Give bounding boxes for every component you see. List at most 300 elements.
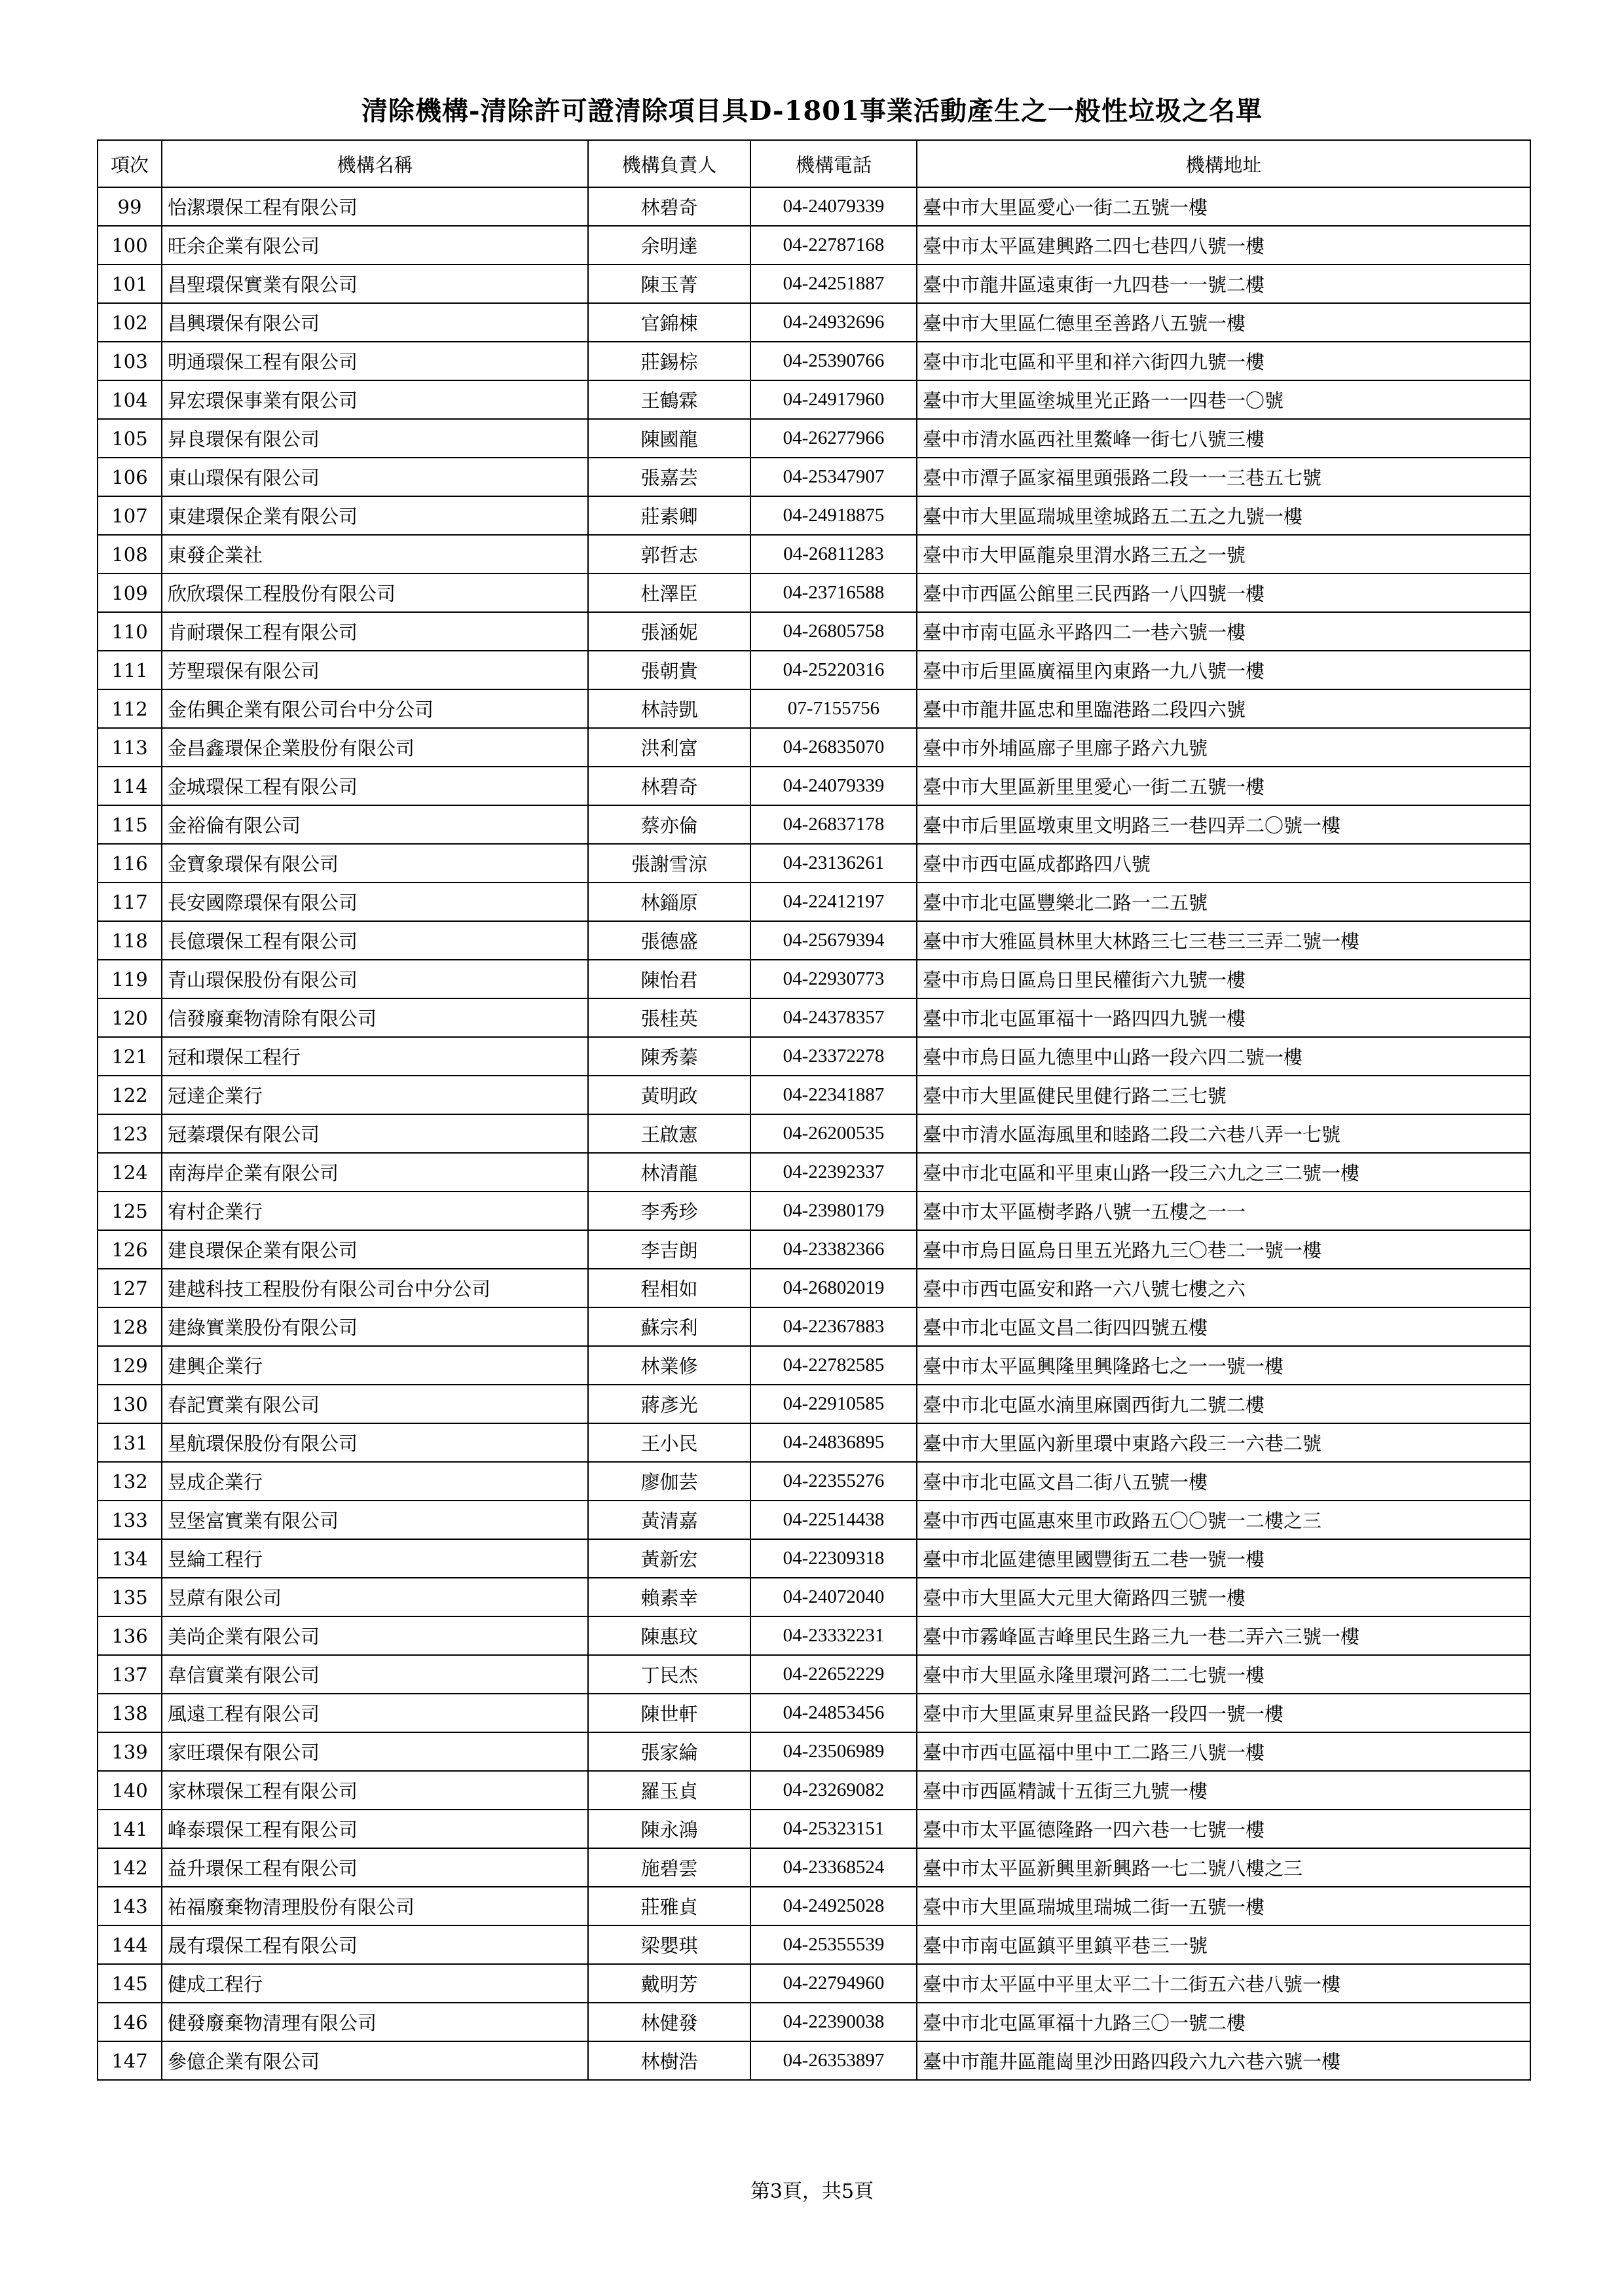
org-name: 宥村企業行 bbox=[162, 1192, 588, 1230]
org-name: 家林環保工程有限公司 bbox=[162, 1771, 588, 1810]
org-phone: 04-23136261 bbox=[750, 844, 917, 883]
table-row bbox=[98, 1346, 1530, 1385]
org-address: 臺中市北屯區豐樂北二路一二五號 bbox=[917, 883, 1530, 921]
table-body bbox=[98, 187, 1530, 2080]
org-address: 臺中市南屯區鎮平里鎮平巷三一號 bbox=[917, 1925, 1530, 1964]
org-phone: 04-24079339 bbox=[750, 187, 917, 226]
org-person: 張謝雪涼 bbox=[588, 844, 750, 883]
row-index: 136 bbox=[98, 1616, 162, 1655]
org-name: 美尚企業有限公司 bbox=[162, 1616, 588, 1655]
table-row bbox=[98, 458, 1530, 496]
org-phone: 04-26811283 bbox=[750, 535, 917, 574]
org-phone: 04-23716588 bbox=[750, 574, 917, 612]
org-name: 益升環保工程有限公司 bbox=[162, 1848, 588, 1887]
org-phone: 04-24079339 bbox=[750, 767, 917, 805]
table-row bbox=[98, 187, 1530, 226]
org-phone: 04-22367883 bbox=[750, 1307, 917, 1346]
org-person: 林碧奇 bbox=[588, 187, 750, 226]
org-address: 臺中市清水區西社里鰲峰一街七八號三樓 bbox=[917, 419, 1530, 458]
org-person: 李吉朗 bbox=[588, 1230, 750, 1269]
org-person: 莊錫棕 bbox=[588, 342, 750, 380]
row-index: 102 bbox=[98, 303, 162, 342]
table-row bbox=[98, 419, 1530, 458]
org-phone: 04-22910585 bbox=[750, 1385, 917, 1423]
table-row bbox=[98, 805, 1530, 844]
table-row bbox=[98, 1192, 1530, 1230]
org-name: 怡潔環保工程有限公司 bbox=[162, 187, 588, 226]
table-row bbox=[98, 1655, 1530, 1694]
org-person: 陳惠玟 bbox=[588, 1616, 750, 1655]
org-person: 張朝貴 bbox=[588, 651, 750, 689]
org-phone: 04-24072040 bbox=[750, 1578, 917, 1616]
row-index: 137 bbox=[98, 1655, 162, 1694]
org-address: 臺中市北區建德里國豐街五二巷一號一樓 bbox=[917, 1539, 1530, 1578]
org-address: 臺中市北屯區文昌二街八五號一樓 bbox=[917, 1462, 1530, 1501]
table-row bbox=[98, 1925, 1530, 1964]
table-row bbox=[98, 1153, 1530, 1192]
org-phone: 04-22309318 bbox=[750, 1539, 917, 1578]
org-phone: 04-25355539 bbox=[750, 1925, 917, 1964]
table-row bbox=[98, 1771, 1530, 1810]
row-index: 122 bbox=[98, 1076, 162, 1114]
table-row bbox=[98, 1887, 1530, 1925]
org-name: 金寶象環保有限公司 bbox=[162, 844, 588, 883]
org-person: 林詩凱 bbox=[588, 689, 750, 728]
table-row bbox=[98, 264, 1530, 303]
org-person: 林業修 bbox=[588, 1346, 750, 1385]
table-row bbox=[98, 1114, 1530, 1153]
row-index: 139 bbox=[98, 1732, 162, 1771]
row-index: 133 bbox=[98, 1501, 162, 1539]
org-name: 風遠工程有限公司 bbox=[162, 1694, 588, 1732]
table-row bbox=[98, 960, 1530, 998]
org-address: 臺中市大甲區龍泉里渭水路三五之一號 bbox=[917, 535, 1530, 574]
org-name: 金昌鑫環保企業股份有限公司 bbox=[162, 728, 588, 767]
table-row bbox=[98, 535, 1530, 574]
org-person: 羅玉貞 bbox=[588, 1771, 750, 1810]
org-name: 東發企業社 bbox=[162, 535, 588, 574]
org-phone: 04-24918875 bbox=[750, 496, 917, 535]
org-person: 莊雅貞 bbox=[588, 1887, 750, 1925]
table-row bbox=[98, 651, 1530, 689]
org-phone: 04-22787168 bbox=[750, 226, 917, 264]
org-phone: 04-24853456 bbox=[750, 1694, 917, 1732]
org-name: 信發廢棄物清除有限公司 bbox=[162, 998, 588, 1037]
row-index: 111 bbox=[98, 651, 162, 689]
org-address: 臺中市西屯區惠來里市政路五〇〇號一二樓之三 bbox=[917, 1501, 1530, 1539]
row-index: 120 bbox=[98, 998, 162, 1037]
row-index: 140 bbox=[98, 1771, 162, 1810]
table-row bbox=[98, 1307, 1530, 1346]
row-index: 104 bbox=[98, 380, 162, 419]
org-person: 王啟憲 bbox=[588, 1114, 750, 1153]
row-index: 118 bbox=[98, 921, 162, 960]
org-person: 林樹浩 bbox=[588, 2041, 750, 2080]
row-index: 110 bbox=[98, 612, 162, 651]
org-address: 臺中市龍井區遠東街一九四巷一一號二樓 bbox=[917, 264, 1530, 303]
org-person: 林健發 bbox=[588, 2003, 750, 2041]
org-person: 王小民 bbox=[588, 1423, 750, 1462]
row-index: 138 bbox=[98, 1694, 162, 1732]
org-address: 臺中市龍井區忠和里臨港路二段四六號 bbox=[917, 689, 1530, 728]
table-row bbox=[98, 1037, 1530, 1076]
org-person: 梁嬰琪 bbox=[588, 1925, 750, 1964]
row-index: 107 bbox=[98, 496, 162, 535]
org-name: 健發廢棄物清理有限公司 bbox=[162, 2003, 588, 2041]
org-name: 長億環保工程有限公司 bbox=[162, 921, 588, 960]
org-address: 臺中市西區公館里三民西路一八四號一樓 bbox=[917, 574, 1530, 612]
org-phone: 04-24925028 bbox=[750, 1887, 917, 1925]
row-index: 130 bbox=[98, 1385, 162, 1423]
org-person: 莊素卿 bbox=[588, 496, 750, 535]
org-name: 昌興環保有限公司 bbox=[162, 303, 588, 342]
org-person: 杜澤臣 bbox=[588, 574, 750, 612]
org-name: 昱堡富實業有限公司 bbox=[162, 1501, 588, 1539]
organization-table bbox=[97, 139, 1531, 2081]
header-index: 項次 bbox=[98, 140, 162, 187]
row-index: 100 bbox=[98, 226, 162, 264]
org-name: 金裕倫有限公司 bbox=[162, 805, 588, 844]
table-row bbox=[98, 921, 1530, 960]
org-name: 昱成企業行 bbox=[162, 1462, 588, 1501]
org-name: 峰泰環保工程有限公司 bbox=[162, 1810, 588, 1848]
row-index: 135 bbox=[98, 1578, 162, 1616]
header-address: 機構地址 bbox=[917, 140, 1530, 187]
table-row bbox=[98, 1462, 1530, 1501]
row-index: 129 bbox=[98, 1346, 162, 1385]
org-phone: 04-22652229 bbox=[750, 1655, 917, 1694]
org-person: 林碧奇 bbox=[588, 767, 750, 805]
table-row bbox=[98, 612, 1530, 651]
org-person: 黃清嘉 bbox=[588, 1501, 750, 1539]
table-row bbox=[98, 496, 1530, 535]
table-row bbox=[98, 380, 1530, 419]
org-person: 林清龍 bbox=[588, 1153, 750, 1192]
row-index: 144 bbox=[98, 1925, 162, 1964]
row-index: 128 bbox=[98, 1307, 162, 1346]
table-row bbox=[98, 226, 1530, 264]
org-person: 洪利富 bbox=[588, 728, 750, 767]
org-address: 臺中市大里區塗城里光正路一一四巷一〇號 bbox=[917, 380, 1530, 419]
table-row bbox=[98, 1501, 1530, 1539]
row-index: 121 bbox=[98, 1037, 162, 1076]
org-address: 臺中市后里區墩東里文明路三一巷四弄二〇號一樓 bbox=[917, 805, 1530, 844]
header-person: 機構負責人 bbox=[588, 140, 750, 187]
org-address: 臺中市外埔區廍子里廍子路六九號 bbox=[917, 728, 1530, 767]
org-address: 臺中市潭子區家福里頭張路二段一一三巷五七號 bbox=[917, 458, 1530, 496]
org-address: 臺中市烏日區烏日里五光路九三〇巷二一號一樓 bbox=[917, 1230, 1530, 1269]
org-phone: 04-22412197 bbox=[750, 883, 917, 921]
org-name: 家旺環保有限公司 bbox=[162, 1732, 588, 1771]
table-row bbox=[98, 1732, 1530, 1771]
org-name: 建興企業行 bbox=[162, 1346, 588, 1385]
org-person: 程相如 bbox=[588, 1269, 750, 1307]
org-name: 昱綸工程行 bbox=[162, 1539, 588, 1578]
table-row bbox=[98, 1616, 1530, 1655]
org-phone: 04-22794960 bbox=[750, 1964, 917, 2003]
row-index: 116 bbox=[98, 844, 162, 883]
org-phone: 04-24251887 bbox=[750, 264, 917, 303]
org-name: 芳聖環保有限公司 bbox=[162, 651, 588, 689]
page-footer: 第3頁，共5頁 bbox=[750, 2180, 874, 2203]
org-phone: 04-24932696 bbox=[750, 303, 917, 342]
org-address: 臺中市霧峰區吉峰里民生路三九一巷二弄六三號一樓 bbox=[917, 1616, 1530, 1655]
row-index: 108 bbox=[98, 535, 162, 574]
org-phone: 04-25390766 bbox=[750, 342, 917, 380]
org-person: 蘇宗利 bbox=[588, 1307, 750, 1346]
org-person: 張涵妮 bbox=[588, 612, 750, 651]
row-index: 101 bbox=[98, 264, 162, 303]
org-person: 陳秀蓁 bbox=[588, 1037, 750, 1076]
org-person: 李秀珍 bbox=[588, 1192, 750, 1230]
org-address: 臺中市太平區中平里太平二十二街五六巷八號一樓 bbox=[917, 1964, 1530, 2003]
org-phone: 04-26835070 bbox=[750, 728, 917, 767]
org-address: 臺中市北屯區水湳里麻園西街九二號二樓 bbox=[917, 1385, 1530, 1423]
table-row bbox=[98, 1230, 1530, 1269]
row-index: 105 bbox=[98, 419, 162, 458]
org-phone: 04-24378357 bbox=[750, 998, 917, 1037]
org-address: 臺中市大里區大元里大衛路四三號一樓 bbox=[917, 1578, 1530, 1616]
row-index: 134 bbox=[98, 1539, 162, 1578]
org-person: 丁民杰 bbox=[588, 1655, 750, 1694]
table-row bbox=[98, 689, 1530, 728]
table-row bbox=[98, 574, 1530, 612]
org-person: 張桂英 bbox=[588, 998, 750, 1037]
org-phone: 04-26805758 bbox=[750, 612, 917, 651]
table-row bbox=[98, 998, 1530, 1037]
org-person: 官錦棟 bbox=[588, 303, 750, 342]
org-name: 昌聖環保實業有限公司 bbox=[162, 264, 588, 303]
org-address: 臺中市烏日區九德里中山路一段六四二號一樓 bbox=[917, 1037, 1530, 1076]
row-index: 146 bbox=[98, 2003, 162, 2041]
org-person: 林錙原 bbox=[588, 883, 750, 921]
org-person: 戴明芳 bbox=[588, 1964, 750, 2003]
org-name: 參億企業有限公司 bbox=[162, 2041, 588, 2080]
org-phone: 04-22782585 bbox=[750, 1346, 917, 1385]
table-row bbox=[98, 1810, 1530, 1848]
org-name: 東山環保有限公司 bbox=[162, 458, 588, 496]
org-address: 臺中市大雅區員林里大林路三七三巷三三弄二號一樓 bbox=[917, 921, 1530, 960]
org-address: 臺中市大里區永隆里環河路二二七號一樓 bbox=[917, 1655, 1530, 1694]
row-index: 145 bbox=[98, 1964, 162, 2003]
org-name: 昱蒝有限公司 bbox=[162, 1578, 588, 1616]
org-address: 臺中市西屯區安和路一六八號七樓之六 bbox=[917, 1269, 1530, 1307]
org-person: 張德盛 bbox=[588, 921, 750, 960]
org-person: 賴素幸 bbox=[588, 1578, 750, 1616]
row-index: 127 bbox=[98, 1269, 162, 1307]
org-person: 郭哲志 bbox=[588, 535, 750, 574]
org-name: 韋信實業有限公司 bbox=[162, 1655, 588, 1694]
org-person: 陳怡君 bbox=[588, 960, 750, 998]
org-phone: 04-22390038 bbox=[750, 2003, 917, 2041]
org-phone: 04-23368524 bbox=[750, 1848, 917, 1887]
org-address: 臺中市大里區仁德里至善路八五號一樓 bbox=[917, 303, 1530, 342]
org-person: 黃明政 bbox=[588, 1076, 750, 1114]
row-index: 126 bbox=[98, 1230, 162, 1269]
org-phone: 04-26353897 bbox=[750, 2041, 917, 2080]
table-row bbox=[98, 767, 1530, 805]
table-row bbox=[98, 1694, 1530, 1732]
org-name: 長安國際環保有限公司 bbox=[162, 883, 588, 921]
org-phone: 04-26802019 bbox=[750, 1269, 917, 1307]
org-phone: 04-23372278 bbox=[750, 1037, 917, 1076]
table-row bbox=[98, 1269, 1530, 1307]
org-person: 陳玉菁 bbox=[588, 264, 750, 303]
org-name: 建越科技工程股份有限公司台中分公司 bbox=[162, 1269, 588, 1307]
org-address: 臺中市大里區瑞城里瑞城二街一五號一樓 bbox=[917, 1887, 1530, 1925]
org-name: 東建環保企業有限公司 bbox=[162, 496, 588, 535]
table-row bbox=[98, 883, 1530, 921]
org-phone: 04-22930773 bbox=[750, 960, 917, 998]
table-header-row bbox=[98, 140, 1530, 187]
org-person: 張家綸 bbox=[588, 1732, 750, 1771]
org-name: 昇宏環保事業有限公司 bbox=[162, 380, 588, 419]
org-phone: 04-25220316 bbox=[750, 651, 917, 689]
org-phone: 04-26837178 bbox=[750, 805, 917, 844]
row-index: 141 bbox=[98, 1810, 162, 1848]
row-index: 113 bbox=[98, 728, 162, 767]
org-name: 祐福廢棄物清理股份有限公司 bbox=[162, 1887, 588, 1925]
row-index: 103 bbox=[98, 342, 162, 380]
org-phone: 04-25347907 bbox=[750, 458, 917, 496]
org-phone: 04-23980179 bbox=[750, 1192, 917, 1230]
org-address: 臺中市大里區東昇里益民路一段四一號一樓 bbox=[917, 1694, 1530, 1732]
row-index: 99 bbox=[98, 187, 162, 226]
org-address: 臺中市大里區愛心一街二五號一樓 bbox=[917, 187, 1530, 226]
table-row bbox=[98, 1848, 1530, 1887]
table-row bbox=[98, 1539, 1530, 1578]
org-name: 冠和環保工程行 bbox=[162, 1037, 588, 1076]
org-phone: 04-22392337 bbox=[750, 1153, 917, 1192]
row-index: 106 bbox=[98, 458, 162, 496]
org-person: 廖伽芸 bbox=[588, 1462, 750, 1501]
table-row bbox=[98, 1578, 1530, 1616]
org-phone: 04-22341887 bbox=[750, 1076, 917, 1114]
org-address: 臺中市太平區建興路二四七巷四八號一樓 bbox=[917, 226, 1530, 264]
org-name: 建良環保企業有限公司 bbox=[162, 1230, 588, 1269]
org-person: 張嘉芸 bbox=[588, 458, 750, 496]
table-row bbox=[98, 303, 1530, 342]
org-address: 臺中市西區精誠十五街三九號一樓 bbox=[917, 1771, 1530, 1810]
org-address: 臺中市北屯區和平里和祥六街四九號一樓 bbox=[917, 342, 1530, 380]
org-name: 青山環保股份有限公司 bbox=[162, 960, 588, 998]
org-address: 臺中市大里區內新里環中東路六段三一六巷二號 bbox=[917, 1423, 1530, 1462]
org-phone: 07-7155756 bbox=[750, 689, 917, 728]
org-address: 臺中市太平區樹孝路八號一五樓之一一 bbox=[917, 1192, 1530, 1230]
row-index: 112 bbox=[98, 689, 162, 728]
org-name: 晟有環保工程有限公司 bbox=[162, 1925, 588, 1964]
table-row bbox=[98, 1423, 1530, 1462]
org-address: 臺中市太平區興隆里興隆路七之一一號一樓 bbox=[917, 1346, 1530, 1385]
row-index: 109 bbox=[98, 574, 162, 612]
org-name: 建綠實業股份有限公司 bbox=[162, 1307, 588, 1346]
org-name: 旺余企業有限公司 bbox=[162, 226, 588, 264]
org-phone: 04-23506989 bbox=[750, 1732, 917, 1771]
org-phone: 04-23269082 bbox=[750, 1771, 917, 1810]
org-person: 施碧雲 bbox=[588, 1848, 750, 1887]
row-index: 142 bbox=[98, 1848, 162, 1887]
table-row bbox=[98, 844, 1530, 883]
org-person: 蔡亦倫 bbox=[588, 805, 750, 844]
row-index: 115 bbox=[98, 805, 162, 844]
table-row bbox=[98, 728, 1530, 767]
row-index: 124 bbox=[98, 1153, 162, 1192]
header-phone: 機構電話 bbox=[750, 140, 917, 187]
table-row bbox=[98, 1076, 1530, 1114]
org-address: 臺中市北屯區軍福十九路三〇一號二樓 bbox=[917, 2003, 1530, 2041]
row-index: 119 bbox=[98, 960, 162, 998]
row-index: 123 bbox=[98, 1114, 162, 1153]
org-name: 昇良環保有限公司 bbox=[162, 419, 588, 458]
org-phone: 04-24917960 bbox=[750, 380, 917, 419]
row-index: 125 bbox=[98, 1192, 162, 1230]
org-phone: 04-24836895 bbox=[750, 1423, 917, 1462]
org-name: 冠達企業行 bbox=[162, 1076, 588, 1114]
org-person: 余明達 bbox=[588, 226, 750, 264]
org-address: 臺中市南屯區永平路四二一巷六號一樓 bbox=[917, 612, 1530, 651]
org-name: 南海岸企業有限公司 bbox=[162, 1153, 588, 1192]
org-phone: 04-22355276 bbox=[750, 1462, 917, 1501]
org-address: 臺中市后里區廣福里內東路一九八號一樓 bbox=[917, 651, 1530, 689]
org-phone: 04-22514438 bbox=[750, 1501, 917, 1539]
org-name: 肯耐環保工程有限公司 bbox=[162, 612, 588, 651]
org-phone: 04-26200535 bbox=[750, 1114, 917, 1153]
row-index: 143 bbox=[98, 1887, 162, 1925]
table-row bbox=[98, 2003, 1530, 2041]
org-person: 陳世軒 bbox=[588, 1694, 750, 1732]
table-row bbox=[98, 342, 1530, 380]
org-phone: 04-23332231 bbox=[750, 1616, 917, 1655]
org-address: 臺中市大里區新里里愛心一街二五號一樓 bbox=[917, 767, 1530, 805]
org-phone: 04-23382366 bbox=[750, 1230, 917, 1269]
org-address: 臺中市龍井區龍崗里沙田路四段六九六巷六號一樓 bbox=[917, 2041, 1530, 2080]
org-address: 臺中市太平區新興里新興路一七二號八樓之三 bbox=[917, 1848, 1530, 1887]
row-index: 147 bbox=[98, 2041, 162, 2080]
org-address: 臺中市西屯區成都路四八號 bbox=[917, 844, 1530, 883]
row-index: 132 bbox=[98, 1462, 162, 1501]
org-address: 臺中市烏日區烏日里民權街六九號一樓 bbox=[917, 960, 1530, 998]
org-person: 陳國龍 bbox=[588, 419, 750, 458]
org-phone: 04-25323151 bbox=[750, 1810, 917, 1848]
org-phone: 04-25679394 bbox=[750, 921, 917, 960]
table-row bbox=[98, 2041, 1530, 2080]
org-address: 臺中市大里區瑞城里塗城路五二五之九號一樓 bbox=[917, 496, 1530, 535]
org-address: 臺中市清水區海風里和睦路二段二六巷八弄一七號 bbox=[917, 1114, 1530, 1153]
org-address: 臺中市大里區健民里健行路二三七號 bbox=[917, 1076, 1530, 1114]
table-row bbox=[98, 1385, 1530, 1423]
org-phone: 04-26277966 bbox=[750, 419, 917, 458]
org-name: 冠蓁環保有限公司 bbox=[162, 1114, 588, 1153]
org-name: 欣欣環保工程股份有限公司 bbox=[162, 574, 588, 612]
table-row bbox=[98, 1964, 1530, 2003]
org-person: 黃新宏 bbox=[588, 1539, 750, 1578]
org-address: 臺中市北屯區軍福十一路四四九號一樓 bbox=[917, 998, 1530, 1037]
org-name: 星航環保股份有限公司 bbox=[162, 1423, 588, 1462]
row-index: 114 bbox=[98, 767, 162, 805]
org-address: 臺中市西屯區福中里中工二路三八號一樓 bbox=[917, 1732, 1530, 1771]
org-name: 金佑興企業有限公司台中分公司 bbox=[162, 689, 588, 728]
org-name: 明通環保工程有限公司 bbox=[162, 342, 588, 380]
org-name: 健成工程行 bbox=[162, 1964, 588, 2003]
org-person: 蔣彥光 bbox=[588, 1385, 750, 1423]
org-person: 王鶴霖 bbox=[588, 380, 750, 419]
org-address: 臺中市北屯區文昌二街四四號五樓 bbox=[917, 1307, 1530, 1346]
org-name: 春記實業有限公司 bbox=[162, 1385, 588, 1423]
org-address: 臺中市北屯區和平里東山路一段三六九之三二號一樓 bbox=[917, 1153, 1530, 1192]
org-address: 臺中市太平區德隆路一四六巷一七號一樓 bbox=[917, 1810, 1530, 1848]
header-name: 機構名稱 bbox=[162, 140, 588, 187]
org-name: 金城環保工程有限公司 bbox=[162, 767, 588, 805]
